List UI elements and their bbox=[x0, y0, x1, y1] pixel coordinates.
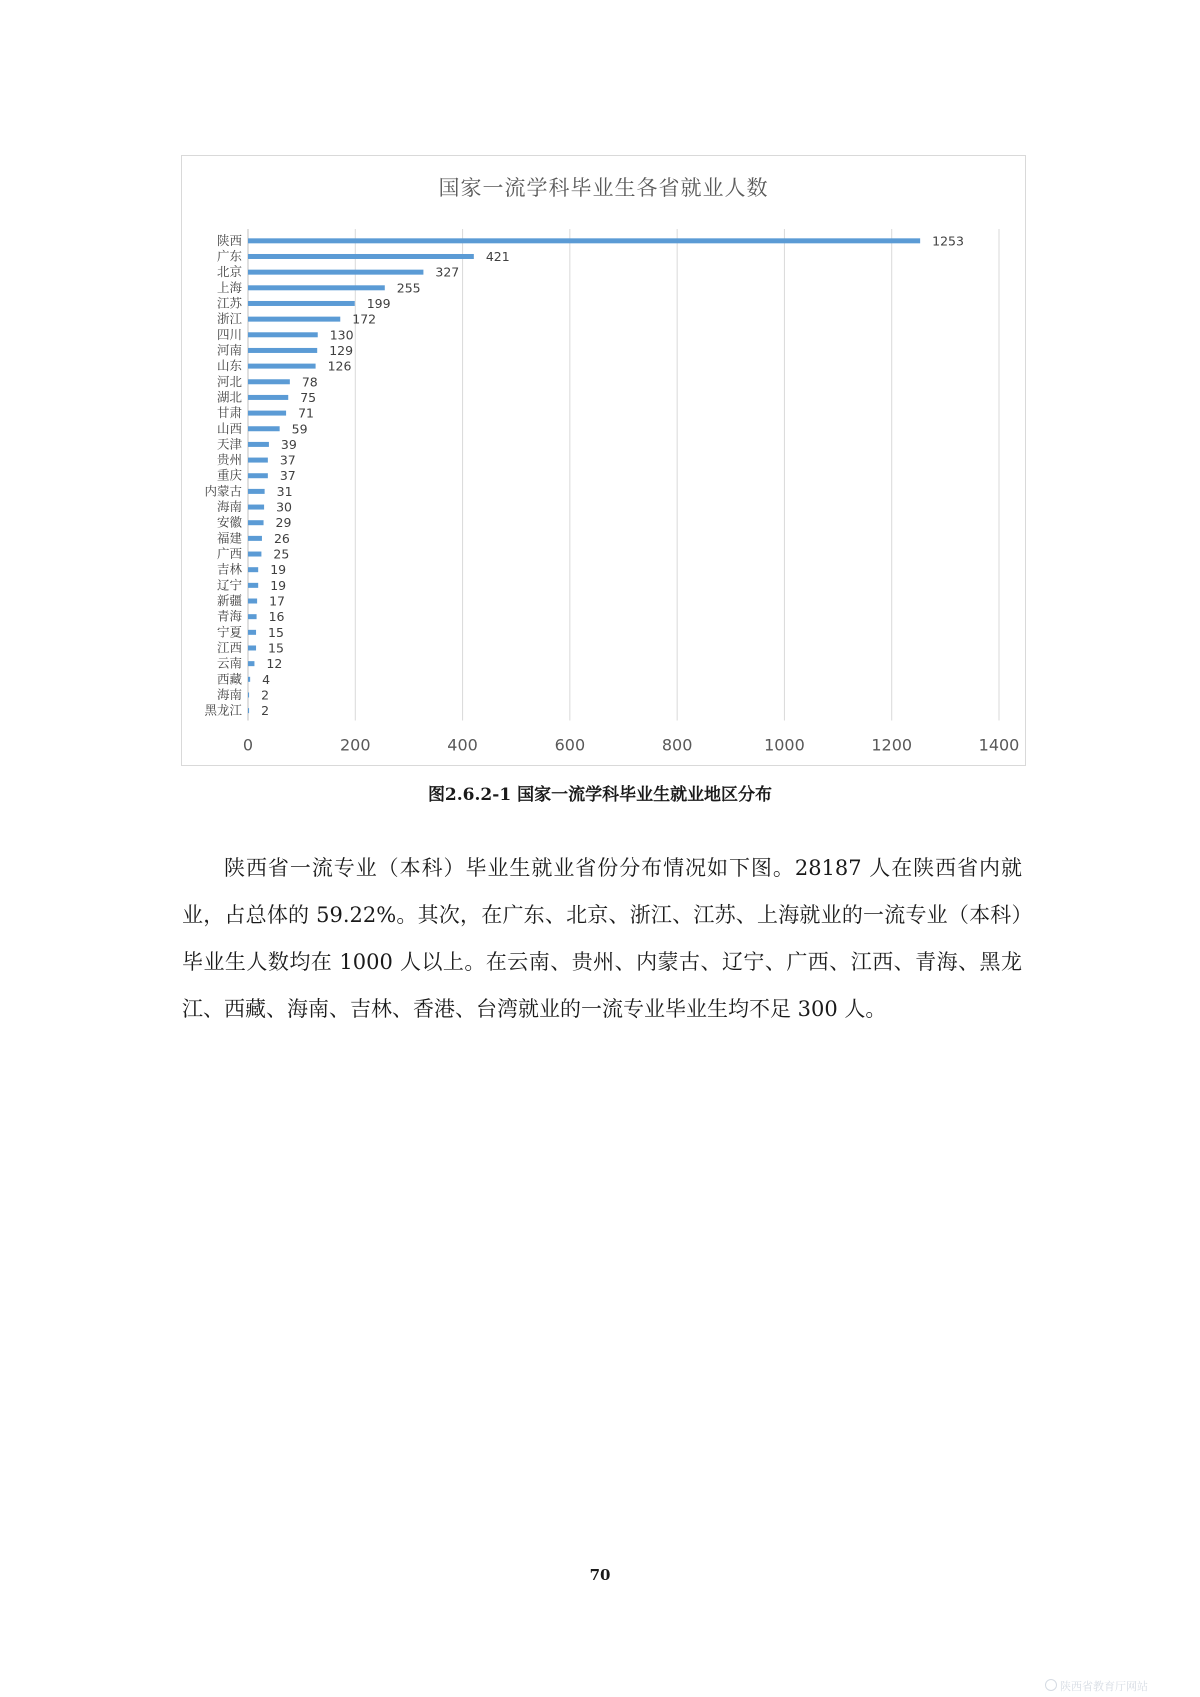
bar-27 bbox=[248, 661, 254, 666]
data-label-16: 31 bbox=[276, 483, 293, 499]
data-label-30: 2 bbox=[261, 703, 270, 719]
bar-12 bbox=[248, 426, 280, 431]
data-label-23: 17 bbox=[269, 593, 286, 609]
bar-13 bbox=[248, 442, 269, 447]
category-label-5: 浙江 bbox=[216, 311, 242, 327]
data-label-0: 1253 bbox=[932, 233, 964, 249]
bar-25 bbox=[248, 630, 256, 635]
bar-24 bbox=[248, 614, 257, 619]
data-label-5: 172 bbox=[352, 311, 377, 327]
category-label-22: 辽宁 bbox=[216, 577, 242, 593]
data-label-8: 126 bbox=[327, 358, 352, 374]
bar-14 bbox=[248, 458, 268, 463]
data-label-26: 15 bbox=[268, 640, 284, 656]
data-label-28: 4 bbox=[262, 671, 271, 687]
bar-29 bbox=[248, 692, 249, 697]
bar-1 bbox=[248, 254, 474, 259]
bar-5 bbox=[248, 317, 340, 322]
bar-chart bbox=[182, 156, 1025, 765]
category-label-25: 宁夏 bbox=[216, 624, 242, 640]
body-paragraph: 陕西省一流专业（本科）毕业生就业省份分布情况如下图。28187 人在陕西省内就业，占总体的 59.22%。其次，在广东、北京、浙江、江苏、上海就业的一流专业（本科）毕业生人数均在 1000 人以上。在云南、贵州、内蒙古、辽宁、广西、江西、青海、黑龙江、西藏、海南、吉林、香港、台湾就业的一流专业毕业生均不足 300 人。 bbox=[182, 856, 1022, 1021]
data-label-24: 16 bbox=[268, 609, 285, 625]
category-label-29: 海南 bbox=[216, 686, 242, 702]
x-tick-label-1400: 1400 bbox=[978, 735, 1020, 755]
category-label-15: 重庆 bbox=[216, 467, 242, 483]
category-label-27: 云南 bbox=[216, 655, 242, 671]
bar-30 bbox=[248, 708, 249, 713]
page-number: 70 bbox=[589, 1566, 611, 1584]
data-label-29: 2 bbox=[261, 687, 270, 703]
category-label-9: 河北 bbox=[216, 373, 242, 389]
bar-19 bbox=[248, 536, 262, 541]
bar-4 bbox=[248, 301, 355, 306]
bar-6 bbox=[248, 332, 318, 337]
data-label-3: 255 bbox=[396, 280, 421, 296]
data-label-19: 26 bbox=[273, 530, 290, 546]
watermark-text: 陕西省教育厅网站 bbox=[1060, 1680, 1148, 1693]
x-tick-label-1000: 1000 bbox=[764, 735, 805, 755]
data-label-7: 129 bbox=[329, 342, 354, 358]
bar-28 bbox=[248, 677, 250, 682]
data-label-15: 37 bbox=[279, 468, 296, 484]
data-label-12: 59 bbox=[291, 421, 308, 437]
data-label-17: 30 bbox=[276, 499, 292, 515]
category-label-6: 四川 bbox=[216, 326, 242, 342]
bar-3 bbox=[248, 285, 385, 290]
data-label-1: 421 bbox=[485, 248, 510, 264]
category-label-19: 福建 bbox=[216, 530, 242, 546]
category-label-4: 江苏 bbox=[216, 295, 242, 311]
category-label-20: 广西 bbox=[216, 546, 242, 562]
data-label-11: 71 bbox=[298, 405, 314, 421]
bar-21 bbox=[248, 567, 258, 572]
category-label-2: 北京 bbox=[216, 264, 242, 280]
x-tick-label-600: 600 bbox=[554, 735, 586, 755]
data-label-6: 130 bbox=[329, 327, 354, 343]
category-label-16: 内蒙古 bbox=[204, 483, 242, 499]
category-label-28: 西藏 bbox=[216, 671, 242, 687]
x-tick-label-200: 200 bbox=[340, 735, 371, 755]
bar-7 bbox=[248, 348, 317, 353]
watermark bbox=[1045, 1678, 1148, 1694]
category-label-18: 安徽 bbox=[216, 514, 242, 530]
data-label-27: 12 bbox=[266, 656, 283, 672]
chart-title: 国家一流学科毕业生各省就业人数 bbox=[438, 176, 769, 200]
x-tick-label-400: 400 bbox=[447, 735, 478, 755]
category-label-17: 海南 bbox=[216, 499, 242, 515]
data-label-21: 19 bbox=[270, 562, 287, 578]
figure-caption: 图2.6.2-1 国家一流学科毕业生就业地区分布 bbox=[427, 785, 773, 805]
bar-9 bbox=[248, 379, 290, 384]
data-label-2: 327 bbox=[435, 264, 460, 280]
chart-container bbox=[181, 155, 1026, 766]
bar-15 bbox=[248, 473, 268, 478]
category-label-14: 贵州 bbox=[216, 452, 242, 468]
watermark-logo-icon bbox=[1045, 1679, 1057, 1691]
bar-20 bbox=[248, 552, 261, 557]
category-label-24: 青海 bbox=[216, 608, 242, 624]
category-label-10: 湖北 bbox=[216, 389, 242, 405]
data-label-4: 199 bbox=[366, 295, 391, 311]
category-label-3: 上海 bbox=[216, 279, 242, 295]
bar-10 bbox=[248, 395, 288, 400]
category-label-23: 新疆 bbox=[216, 593, 242, 609]
category-label-30: 黑龙江 bbox=[204, 702, 242, 718]
bar-11 bbox=[248, 411, 286, 416]
category-label-1: 广东 bbox=[216, 248, 242, 264]
category-label-13: 天津 bbox=[216, 436, 242, 452]
data-label-14: 37 bbox=[279, 452, 296, 468]
category-label-7: 河南 bbox=[216, 342, 242, 358]
bar-0 bbox=[248, 238, 920, 243]
x-tick-label-1200: 1200 bbox=[871, 735, 913, 755]
data-label-25: 15 bbox=[268, 624, 284, 640]
x-tick-label-0: 0 bbox=[242, 735, 254, 755]
data-label-20: 25 bbox=[273, 546, 290, 562]
category-label-26: 江西 bbox=[216, 639, 242, 655]
data-label-13: 39 bbox=[280, 436, 297, 452]
category-label-11: 甘肃 bbox=[216, 405, 242, 421]
category-label-0: 陕西 bbox=[216, 232, 242, 248]
bar-17 bbox=[248, 505, 264, 510]
category-label-12: 山西 bbox=[216, 420, 242, 436]
x-tick-label-800: 800 bbox=[661, 735, 693, 755]
category-label-8: 山东 bbox=[216, 358, 242, 374]
data-label-10: 75 bbox=[300, 389, 317, 405]
bar-8 bbox=[248, 364, 316, 369]
category-label-21: 吉林 bbox=[216, 561, 242, 577]
bar-22 bbox=[248, 583, 258, 588]
data-label-22: 19 bbox=[270, 577, 287, 593]
data-label-9: 78 bbox=[301, 374, 318, 390]
bar-23 bbox=[248, 599, 257, 604]
bar-18 bbox=[248, 520, 264, 525]
bar-26 bbox=[248, 645, 256, 650]
bar-2 bbox=[248, 270, 423, 275]
bar-16 bbox=[248, 489, 265, 494]
data-label-18: 29 bbox=[275, 515, 292, 531]
